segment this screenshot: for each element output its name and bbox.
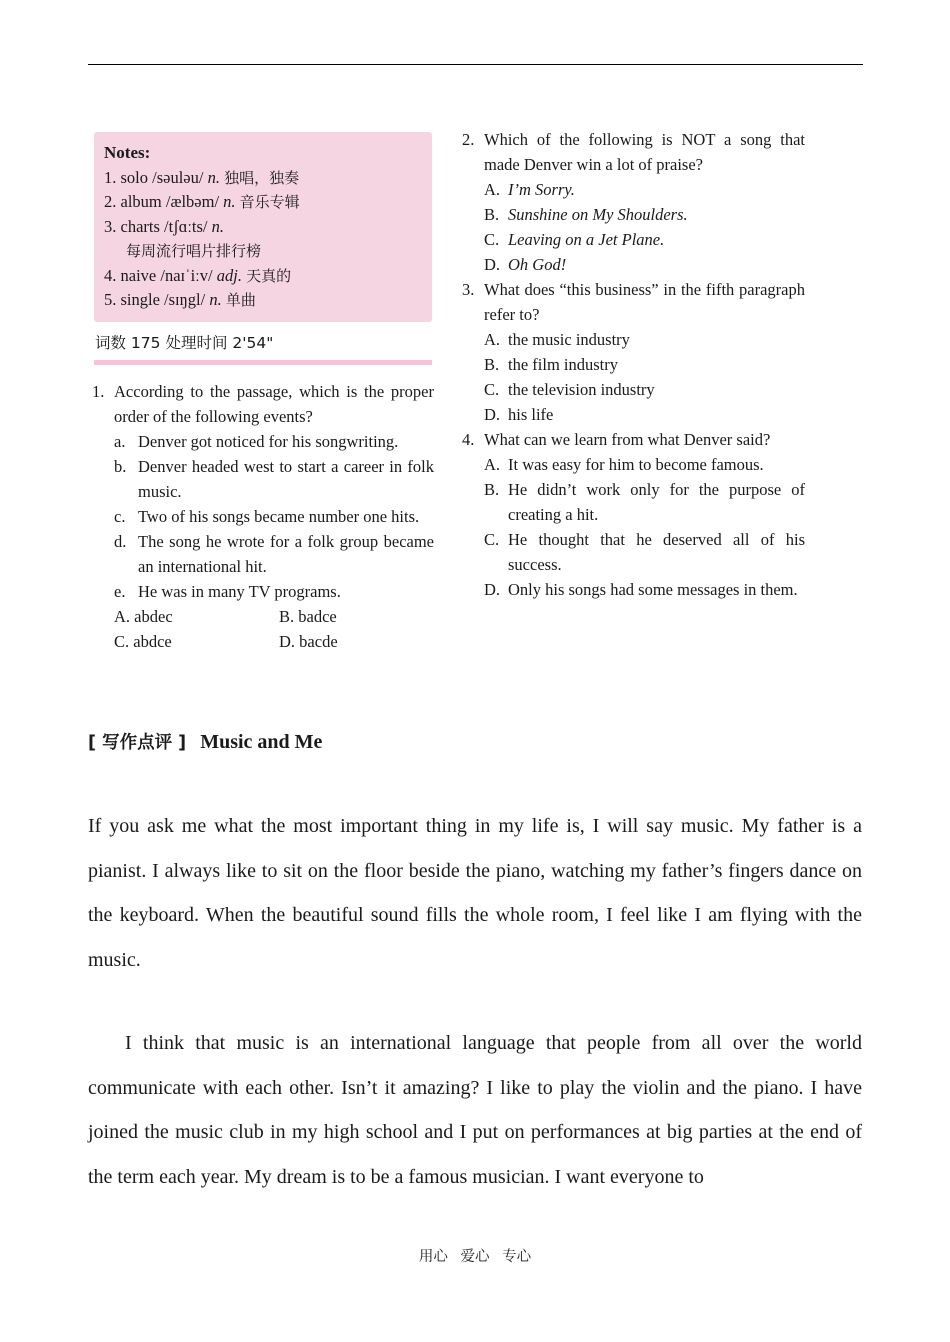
- option-label: C.: [484, 230, 500, 249]
- question-column-left: [92, 379, 434, 654]
- option-label: C.: [484, 530, 500, 549]
- event-text: The song he wrote for a folk group became an international hit.: [138, 532, 434, 576]
- section-title: [88, 729, 322, 754]
- header-rule: [88, 64, 863, 65]
- answer-option-a: [462, 452, 805, 477]
- question-4: [462, 427, 805, 452]
- answer-option-c: [462, 227, 805, 252]
- answer-option-c: [114, 629, 279, 654]
- option-label: C.: [484, 380, 500, 399]
- note-phonetic: /səuləu/: [152, 167, 204, 187]
- event-item: [92, 504, 434, 529]
- event-text: Denver headed west to start a career in folk music.: [138, 457, 434, 501]
- answer-option-d: [279, 629, 434, 654]
- note-item-continuation: [104, 239, 422, 264]
- answer-option-b: [462, 352, 805, 377]
- option-label: A.: [114, 607, 131, 626]
- option-label: B.: [279, 607, 295, 626]
- option-label: D.: [484, 580, 501, 599]
- note-word: solo: [120, 167, 149, 187]
- note-number: 2.: [104, 192, 117, 211]
- answer-option-a: [462, 327, 805, 352]
- option-text: I’m Sorry.: [508, 180, 575, 199]
- note-item: [104, 190, 422, 215]
- option-text: He thought that he deserved all of his success.: [508, 530, 805, 574]
- option-text: his life: [508, 405, 554, 424]
- answer-option-a: [462, 177, 805, 202]
- question-1: [92, 379, 434, 429]
- section-tag: [ 写作点评 ]: [88, 733, 187, 753]
- note-part-of-speech: n.: [209, 290, 222, 309]
- question-number: 4.: [462, 430, 475, 449]
- option-text: the television industry: [508, 380, 655, 399]
- option-text: Oh God!: [508, 255, 567, 274]
- note-number: 3.: [104, 216, 117, 236]
- question-text: What does “this business” in the fifth paragraph refer to?: [484, 280, 805, 324]
- note-meaning: 单曲: [225, 291, 256, 309]
- option-text: badce: [298, 607, 337, 626]
- option-text: the music industry: [508, 330, 630, 349]
- note-number: 4.: [104, 265, 117, 285]
- event-text: Denver got noticed for his songwriting.: [138, 432, 399, 451]
- note-part-of-speech: adj.: [216, 265, 242, 285]
- option-text: Leaving on a Jet Plane.: [508, 230, 665, 249]
- question-3: [462, 277, 805, 327]
- notes-heading: Notes:: [104, 143, 151, 162]
- note-part-of-speech: n.: [211, 216, 224, 236]
- option-label: B.: [484, 355, 500, 374]
- note-phonetic: /naɪˈiːv/: [160, 265, 213, 285]
- answer-option-c: [462, 527, 805, 577]
- question-number: 2.: [462, 130, 475, 149]
- answer-option-b: [462, 477, 805, 527]
- option-label: B.: [484, 205, 500, 224]
- option-text: abdec: [134, 607, 173, 626]
- note-meaning: 每周流行唱片排行榜: [126, 242, 262, 260]
- note-phonetic: /ælbəm/: [165, 192, 220, 211]
- option-text: Only his songs had some messages in them.: [508, 580, 798, 599]
- note-item: [104, 166, 422, 191]
- event-label: e.: [114, 582, 126, 601]
- event-text: Two of his songs became number one hits.: [138, 507, 420, 526]
- reading-stats: 词数 175 处理时间 2'54": [95, 334, 274, 352]
- option-text: It was easy for him to become famous.: [508, 455, 764, 474]
- note-meaning: 音乐专辑: [239, 193, 300, 211]
- note-word: single: [120, 290, 160, 309]
- question-number: 3.: [462, 280, 475, 299]
- note-word: naive: [120, 265, 157, 285]
- answer-options: [92, 604, 434, 654]
- question-2: [462, 127, 805, 177]
- divider: [94, 360, 432, 365]
- option-label: A.: [484, 180, 501, 199]
- event-label: b.: [114, 457, 127, 476]
- note-word: charts: [120, 216, 160, 236]
- note-number: 1.: [104, 167, 117, 187]
- note-part-of-speech: n.: [207, 167, 220, 187]
- event-label: d.: [114, 532, 127, 551]
- question-text: What can we learn from what Denver said?: [484, 430, 771, 449]
- event-item: [92, 454, 434, 504]
- note-phonetic: /tʃɑːts/: [164, 216, 208, 236]
- question-column-right: [462, 127, 805, 602]
- note-item: [104, 215, 422, 240]
- answer-option-d: [462, 577, 805, 602]
- event-item: [92, 429, 434, 454]
- answer-option-b: [279, 604, 434, 629]
- note-item: [104, 264, 422, 289]
- note-part-of-speech: n.: [223, 192, 236, 211]
- note-word: album: [120, 192, 162, 211]
- answer-option-c: [462, 377, 805, 402]
- option-text: bacde: [299, 632, 338, 651]
- note-phonetic: /sɪŋgl/: [164, 290, 206, 309]
- notes-box: [94, 132, 432, 322]
- event-label: c.: [114, 507, 126, 526]
- note-item: [104, 288, 422, 313]
- essay-paragraph-1: If you ask me what the most important thing in my life is, I will say music. My father is a pianist. I always like to sit on the floor beside the piano, watching my father’s fingers dance on the keyboard. When the beautiful sound fills the whole room, I feel like I am flying with the music.: [88, 815, 862, 971]
- option-label: D.: [484, 405, 501, 424]
- option-text: abdce: [133, 632, 172, 651]
- note-meaning: 天真的: [246, 266, 292, 285]
- question-text: According to the passage, which is the proper order of the following events?: [114, 382, 434, 426]
- event-text: He was in many TV programs.: [138, 582, 341, 601]
- essay-paragraph-2: I think that music is an international language that people from all over the world communicate with each other. Isn’t it amazing? I like to play the violin and the piano. I have joined the music club in my high school and I put on performances at big parties at the end of the term each year. My dream is to be a famous musician. I want everyone to: [88, 1032, 862, 1188]
- option-label: C.: [114, 632, 130, 651]
- question-text: Which of the following is NOT a song that made Denver win a lot of praise?: [484, 130, 805, 174]
- option-label: A.: [484, 455, 501, 474]
- option-text: the film industry: [508, 355, 618, 374]
- option-text: Sunshine on My Shoulders.: [508, 205, 688, 224]
- essay-title: Music and Me: [200, 731, 323, 753]
- answer-option-a: [114, 604, 279, 629]
- event-item: [92, 579, 434, 604]
- note-meaning: 独唱，独奏: [224, 168, 300, 187]
- option-label: A.: [484, 330, 501, 349]
- option-text: He didn’t work only for the purpose of creating a hit.: [508, 480, 805, 524]
- note-number: 5.: [104, 290, 117, 309]
- option-label: B.: [484, 480, 500, 499]
- answer-option-b: [462, 202, 805, 227]
- option-label: D.: [484, 255, 501, 274]
- answer-option-d: [462, 402, 805, 427]
- event-item: [92, 529, 434, 579]
- question-number: 1.: [92, 382, 105, 401]
- page-footer: 用心 爱心 专心: [418, 1249, 532, 1265]
- event-label: a.: [114, 432, 126, 451]
- answer-option-d: [462, 252, 805, 277]
- option-label: D.: [279, 632, 296, 651]
